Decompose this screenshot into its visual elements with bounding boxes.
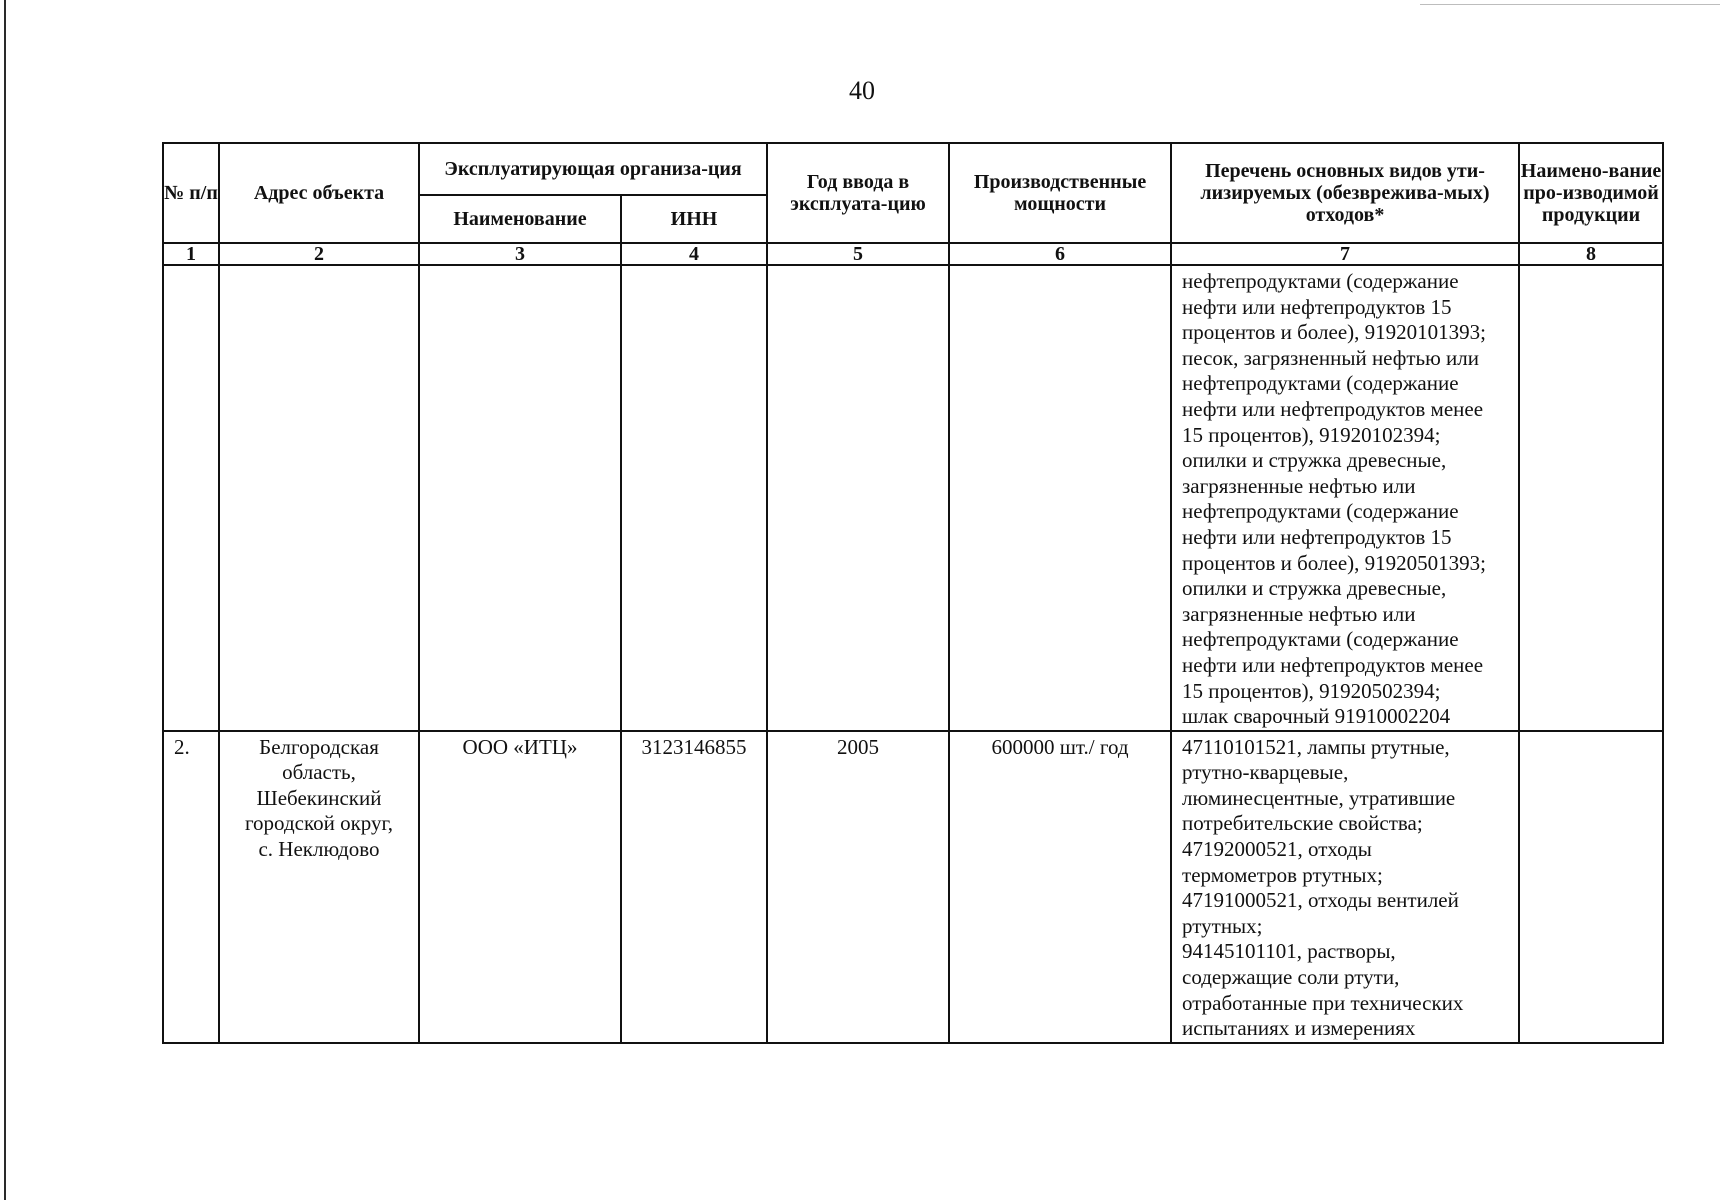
header-product: Наимено-вание про-изводимой продукции (1519, 143, 1663, 243)
header-inn: ИНН (621, 195, 767, 243)
cell-num: 2. (163, 731, 219, 1043)
header-waste-types: Перечень основных видов ути-лизируемых (обезврежива-мых) отходов* (1171, 143, 1519, 243)
scan-edge-left (4, 0, 6, 1200)
table-row (163, 731, 1663, 1043)
cell-capacity: 600000 шт./ год (949, 731, 1171, 1043)
column-number: 4 (621, 243, 767, 265)
header-address: Адрес объекта (219, 143, 419, 243)
cell-inn-empty (621, 265, 767, 731)
cell-org-name: ООО «ИТЦ» (419, 731, 621, 1043)
cell-waste-list: 47110101521, лампы ртутные, ртутно-кварцевые, люминесцентные, утратившие потребительские свойства; 47192000521, отходы термометров ртутных; 47191000521, отходы вентилей ртутных; 94145101101, растворы, содержащие соли ртути, отработанные при технических испытаниях и измерениях (1171, 731, 1519, 1043)
table-row-continuation (163, 265, 1663, 731)
column-number: 2 (219, 243, 419, 265)
cell-product-empty (1519, 265, 1663, 731)
header-row-1 (163, 143, 1663, 195)
header-num: № п/п (163, 143, 219, 243)
page-number: 40 (849, 76, 875, 105)
cell-year: 2005 (767, 731, 949, 1043)
cell-year-empty (767, 265, 949, 731)
column-number: 3 (419, 243, 621, 265)
column-number: 5 (767, 243, 949, 265)
column-number: 7 (1171, 243, 1519, 265)
header-operating-org: Эксплуатирующая организа-ция (419, 143, 767, 195)
column-number: 1 (163, 243, 219, 265)
cell-num-empty (163, 265, 219, 731)
waste-facilities-table (162, 142, 1664, 1044)
cell-product (1519, 731, 1663, 1043)
cell-org-name-empty (419, 265, 621, 731)
column-number-row (163, 243, 1663, 265)
cell-inn: 3123146855 (621, 731, 767, 1043)
header-org-name: Наименование (419, 195, 621, 243)
cell-capacity-empty (949, 265, 1171, 731)
header-capacity: Производственные мощности (949, 143, 1171, 243)
scan-edge-top (1420, 4, 1720, 5)
column-number: 6 (949, 243, 1171, 265)
cell-address-empty (219, 265, 419, 731)
column-number: 8 (1519, 243, 1663, 265)
header-year: Год ввода в эксплуата-цию (767, 143, 949, 243)
cell-address: Белгородская область, Шебекинский городской округ, с. Неклюдово (219, 731, 419, 1043)
cell-waste-list: нефтепродуктами (содержание нефти или нефтепродуктов 15 процентов и более), 91920101393; песок, загрязненный нефтью или нефтепродуктами (содержание нефти или нефтепродуктов менее 15 процентов), 91920102394; опилки и стружка древесные, загрязненные нефтью или нефтепродуктами (содержание нефти или нефтепродуктов 15 процентов и более), 91920501393; опилки и стружка древесные, загрязненные нефтью или нефтепродуктами (содержание нефти или нефтепродуктов менее 15 процентов), 91920502394; шлак сварочный 91910002204 (1171, 265, 1519, 731)
